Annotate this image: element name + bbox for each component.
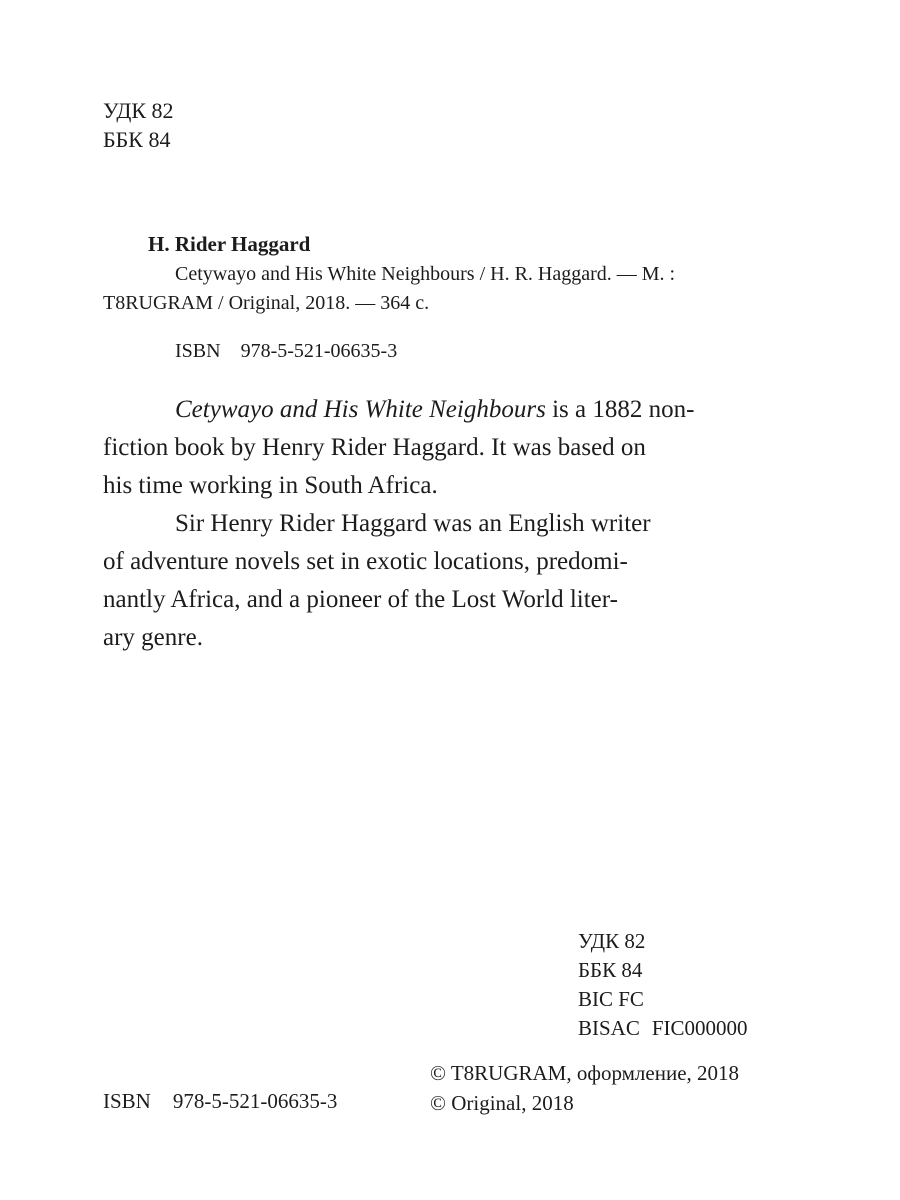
udk-code: УДК 82	[578, 929, 646, 953]
isbn-label: ISBN	[175, 340, 221, 362]
bisac-label: BISAC	[578, 1016, 640, 1040]
isbn-value: 978-5-521-06635-3	[240, 340, 398, 362]
bibliographic-entry-line-2: T8RUGRAM / Original, 2018. — 364 c.	[103, 292, 430, 314]
annotation-paragraph-2-start: Sir Henry Rider Haggard was an English writer	[175, 510, 651, 537]
copyright-line: © T8RUGRAM, оформление, 2018	[430, 1061, 740, 1085]
annotation-line: of adventure novels set in exotic locations, predomi-	[103, 548, 628, 575]
annotation-paragraph-1	[175, 391, 760, 429]
bisac-value: FIC000000	[651, 1016, 748, 1040]
udk-code: УДК 82	[103, 98, 174, 123]
annotation-line: fiction book by Henry Rider Haggard. It was based on	[103, 434, 646, 461]
copyright-notices	[430, 1058, 739, 1118]
book-title: Cetywayo and His White Neighbours	[175, 396, 546, 423]
catalog-isbn	[175, 337, 397, 365]
copyright-line: © Original, 2018	[430, 1091, 574, 1115]
isbn-label: ISBN	[103, 1089, 151, 1113]
bibliographic-entry-line-1: Cetywayo and His White Neighbours / H. R. Haggard. — M. :	[175, 263, 676, 285]
bic-code: BIC FC	[578, 987, 644, 1011]
annotation-text: is a 1882 non-	[545, 396, 695, 423]
annotation-continued	[103, 429, 651, 657]
annotation-line: his time working in South Africa.	[103, 472, 438, 499]
annotation-line: nantly Africa, and a pioneer of the Lost World liter-	[103, 586, 618, 613]
author-name: H. Rider Haggard	[148, 232, 311, 256]
annotation	[175, 391, 760, 429]
bbk-code: ББК 84	[103, 127, 171, 152]
bisac-code	[578, 1014, 748, 1043]
bbk-code: ББК 84	[578, 958, 643, 982]
annotation-line: ary genre.	[103, 624, 203, 651]
bibliographic-entry	[103, 260, 675, 318]
top-classification-codes	[103, 96, 174, 154]
isbn-value: 978-5-521-06635-3	[172, 1089, 338, 1113]
bottom-isbn	[103, 1087, 337, 1115]
bottom-classification-codes	[578, 927, 748, 1043]
